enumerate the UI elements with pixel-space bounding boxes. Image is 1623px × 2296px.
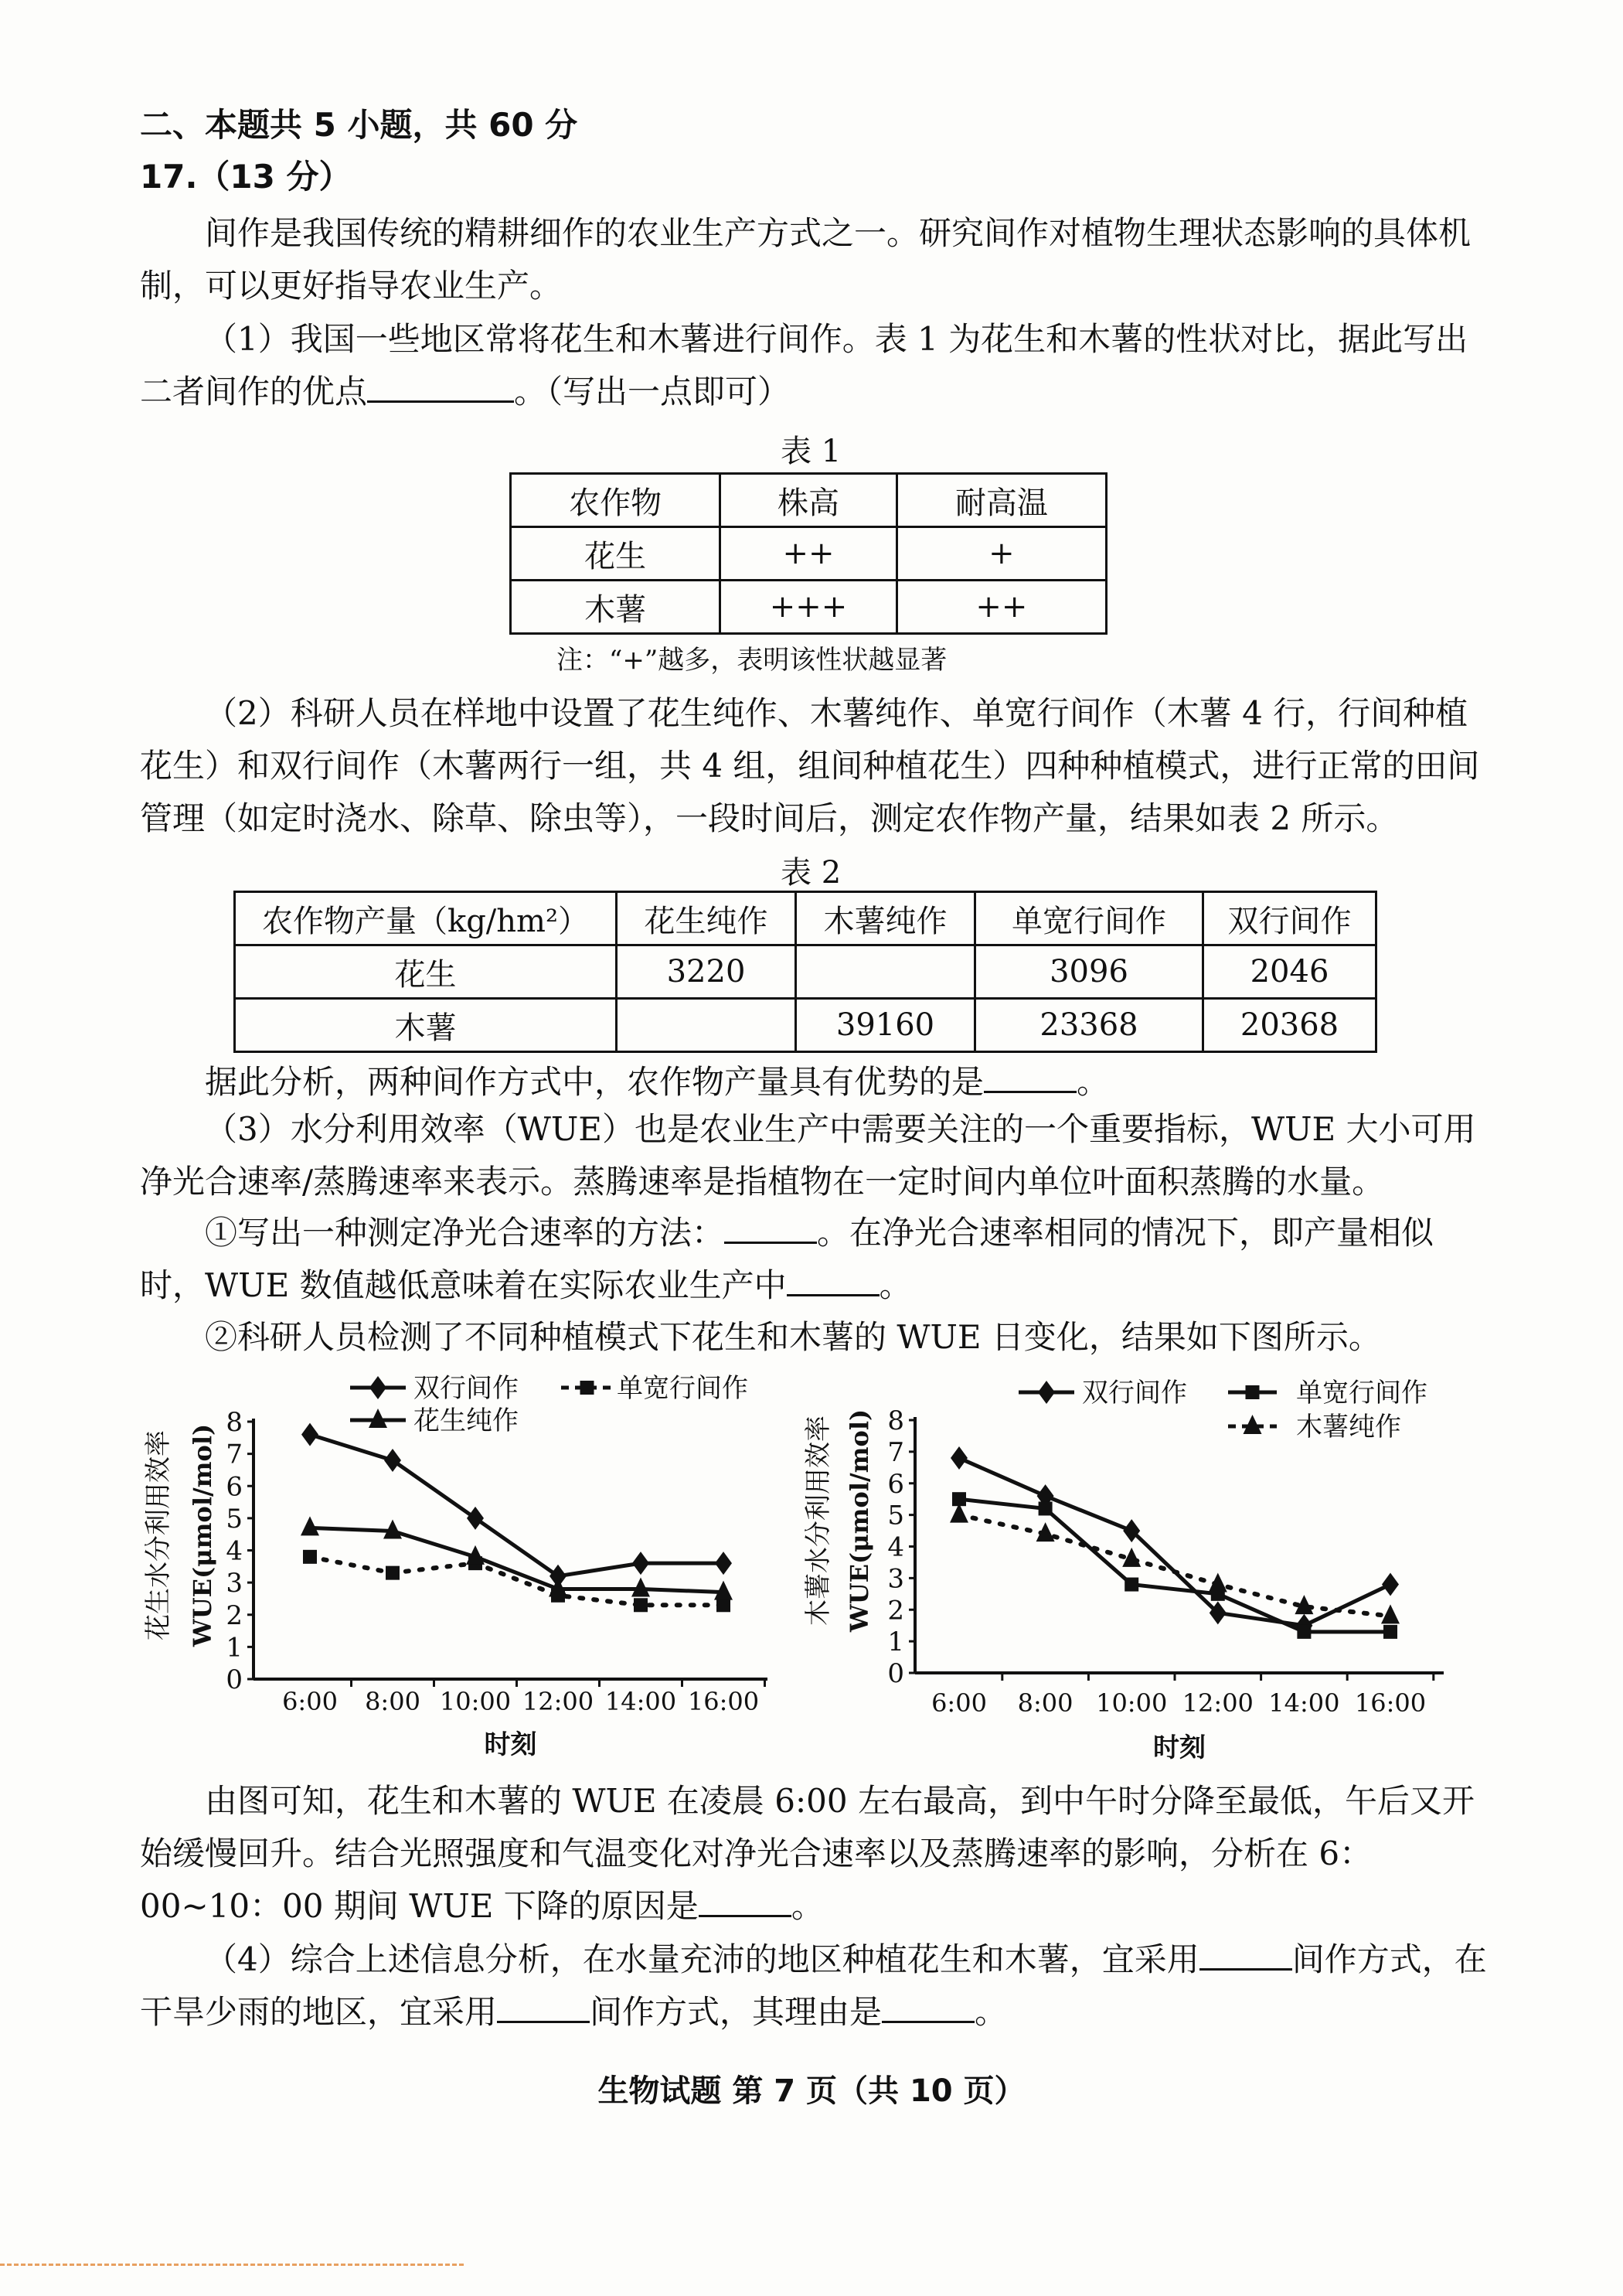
y-tick-label: 1 xyxy=(226,1632,243,1664)
question-3-2: ②科研人员检测了不同种植模式下花生和木薯的 WUE 日变化，结果如下图所示。 xyxy=(205,1318,1381,1356)
q4-text-mid2: 间作方式，其理由是 xyxy=(590,1993,883,2031)
y-tick-label: 8 xyxy=(887,1405,904,1436)
table-row xyxy=(511,581,1107,634)
question-3: （3）水分利用效率（WUE）也是农业生产中需要关注的一个重要指标，WUE 大小可用净光合速率/蒸腾速率来表示。蒸腾速率是指植物在一定时间内单位叶面积蒸腾的水量。 xyxy=(140,1110,1476,1201)
legend-item xyxy=(1228,1378,1427,1409)
table-cell: 23368 xyxy=(975,999,1203,1052)
table-row xyxy=(235,945,1376,999)
answer-blank[interactable] xyxy=(497,1990,590,2023)
question-4 xyxy=(140,1933,1489,2039)
y-tick-label: 0 xyxy=(887,1658,904,1689)
legend-item xyxy=(350,1373,519,1404)
series-line xyxy=(310,1528,723,1592)
q3-1-text-end: 。 xyxy=(879,1266,912,1304)
y-tick-label: 2 xyxy=(226,1599,243,1631)
q3-1-text: ①写出一种测定净光合速率的方法： xyxy=(205,1214,725,1252)
legend-label: 双行间作 xyxy=(1082,1378,1187,1409)
table1-caption: 表 1 xyxy=(781,434,842,469)
q4-text-mid: 间作方式，在干旱少雨的地区，宜采用 xyxy=(140,1940,1487,2031)
table-cell: 39160 xyxy=(796,999,975,1052)
y-tick-label: 3 xyxy=(887,1563,904,1595)
series-diamond xyxy=(301,1423,732,1588)
triangle-marker xyxy=(1209,1573,1227,1593)
y-tick-label: 8 xyxy=(226,1407,243,1438)
x-tick-label: 10:00 xyxy=(1096,1688,1168,1718)
series-line xyxy=(959,1499,1390,1632)
series-line xyxy=(959,1458,1390,1626)
y-tick-label: 5 xyxy=(887,1500,904,1531)
table-cell xyxy=(617,999,796,1052)
series-diamond xyxy=(951,1446,1399,1637)
series-line xyxy=(310,1435,723,1576)
y-tick-label: 4 xyxy=(226,1535,243,1567)
series-square xyxy=(952,1492,1397,1639)
diamond-marker xyxy=(715,1552,732,1575)
question-number: 17.（13 分） xyxy=(140,158,352,196)
table-cell xyxy=(796,945,975,999)
triangle-marker xyxy=(1381,1604,1400,1623)
question-3-1 xyxy=(140,1207,1489,1312)
x-axis-label: 时刻 xyxy=(484,1729,537,1760)
diamond-marker xyxy=(1038,1381,1055,1404)
x-tick-label: 6:00 xyxy=(931,1688,987,1718)
intro-paragraph: 间作是我国传统的精耕细作的农业生产方式之一。研究间作对植物生理状态影响的具体机制，可以更好指导农业生产。 xyxy=(140,214,1472,305)
y-axis-label: 木薯水分利用效率 xyxy=(803,1415,834,1626)
q4-text: （4）综合上述信息分析，在水量充沛的地区种植花生和木薯，宜采用 xyxy=(205,1940,1199,1978)
wue-charts xyxy=(0,1361,1623,1778)
x-tick-label: 8:00 xyxy=(1017,1688,1073,1718)
diamond-marker xyxy=(632,1552,649,1575)
line-chart-2 xyxy=(803,1378,1444,1763)
answer-blank[interactable] xyxy=(367,370,514,403)
decorative-dashed-line xyxy=(0,2264,464,2266)
y-tick-label: 6 xyxy=(887,1468,904,1500)
answer-blank[interactable] xyxy=(724,1211,817,1244)
square-marker xyxy=(1039,1501,1053,1515)
q2b-text: 据此分析，两种间作方式中，农作物产量具有优势的是 xyxy=(205,1063,985,1101)
question-3-3 xyxy=(140,1775,1489,1933)
legend-label: 木薯纯作 xyxy=(1296,1412,1401,1443)
table-row xyxy=(511,527,1107,581)
answer-blank[interactable] xyxy=(1199,1937,1292,1971)
question-2b xyxy=(140,1056,1489,1109)
x-tick-label: 14:00 xyxy=(604,1687,677,1716)
legend-item xyxy=(1228,1412,1401,1443)
y-axis-unit-label: WUE(μmol/mol) xyxy=(188,1423,217,1647)
question-2: （2）科研人员在样地中设置了花生纯作、木薯纯作、单宽行间作（木薯 4 行，行间种植花生）和双行间作（木薯两行一组，共 4 组，组间种植花生）四种种植模式，进行正常的田间管理（如定时浇水、除草、除虫等），一段时间后，测定农作物产量，结果如表 2 所示。 xyxy=(140,694,1480,837)
q1-text-end: 。（写出一点即可） xyxy=(514,373,791,410)
y-tick-label: 6 xyxy=(226,1471,243,1503)
x-tick-label: 14:00 xyxy=(1268,1688,1340,1718)
table-header-row xyxy=(235,892,1376,945)
x-tick-label: 12:00 xyxy=(522,1687,594,1716)
square-marker xyxy=(1383,1625,1397,1639)
x-tick-label: 16:00 xyxy=(1354,1688,1427,1718)
square-marker xyxy=(303,1550,317,1564)
page-footer: 生物试题 第 7 页（共 10 页） xyxy=(597,2073,1026,2109)
square-marker xyxy=(386,1566,400,1580)
table-cell: 木薯 xyxy=(235,999,617,1052)
legend-item xyxy=(1019,1378,1187,1409)
answer-blank[interactable] xyxy=(882,1990,975,2023)
table-cell: 3096 xyxy=(975,945,1203,999)
q3-3-text: 由图可知，花生和木薯的 WUE 在凌晨 6:00 左右最高，到中午时分降至最低，午后又开始缓慢回升。结合光照强度和气温变化对净光合速率以及蒸腾速率的影响，分析在 6：00~10：00 期间 WUE 下降的原因是 xyxy=(140,1782,1475,1925)
table-cell: +++ xyxy=(720,581,897,634)
y-axis-label: 花生水分利用效率 xyxy=(143,1430,174,1640)
table-header-row xyxy=(511,474,1107,527)
y-tick-label: 2 xyxy=(887,1595,904,1627)
square-marker xyxy=(1297,1625,1311,1639)
q2b-text-end: 。 xyxy=(1077,1063,1110,1101)
triangle-marker xyxy=(301,1516,319,1535)
table-cell: 20368 xyxy=(1203,999,1376,1052)
square-marker xyxy=(580,1381,594,1395)
y-tick-label: 3 xyxy=(226,1568,243,1599)
series-line xyxy=(959,1515,1390,1616)
table2-caption: 表 2 xyxy=(781,855,842,891)
diamond-marker xyxy=(301,1423,318,1446)
answer-blank[interactable] xyxy=(787,1263,880,1296)
square-marker xyxy=(1125,1578,1138,1592)
table1-note: 注：“+”越多，表明该性状越显著 xyxy=(556,645,948,676)
line-chart-1 xyxy=(143,1373,767,1760)
table-header-cell: 株高 xyxy=(720,474,897,527)
y-tick-label: 7 xyxy=(887,1436,904,1468)
table-header-cell: 农作物 xyxy=(511,474,720,527)
x-tick-label: 6:00 xyxy=(282,1687,338,1716)
legend-item xyxy=(350,1405,519,1436)
y-tick-label: 0 xyxy=(226,1664,243,1695)
table-header-cell: 双行间作 xyxy=(1203,892,1376,945)
x-tick-label: 10:00 xyxy=(439,1687,512,1716)
diamond-marker xyxy=(369,1376,386,1399)
table-header-cell: 耐高温 xyxy=(897,474,1106,527)
legend-label: 花生纯作 xyxy=(413,1405,519,1436)
square-marker xyxy=(716,1598,730,1612)
q1-text: （1）我国一些地区常将花生和木薯进行间作。表 1 为花生和木薯的性状对比，据此写出二者间作的优点 xyxy=(140,320,1468,410)
table-cell: 木薯 xyxy=(511,581,720,634)
y-tick-label: 5 xyxy=(226,1503,243,1535)
table-cell: + xyxy=(897,527,1106,581)
diamond-marker xyxy=(1382,1573,1399,1596)
table-cell: 2046 xyxy=(1203,945,1376,999)
series-square xyxy=(303,1550,730,1612)
table-cell: ++ xyxy=(720,527,897,581)
legend-label: 双行间作 xyxy=(413,1373,519,1404)
q3-1-text-mid: 。在净光合速率相同的情况下，即产量相似时，WUE 数值越低意味着在实际农业生产中 xyxy=(140,1214,1434,1304)
series-triangle xyxy=(301,1516,733,1599)
legend-item xyxy=(561,1373,748,1404)
diamond-marker xyxy=(384,1449,401,1472)
table-1 xyxy=(509,472,1108,635)
diamond-marker xyxy=(951,1446,968,1470)
table-header-cell: 花生纯作 xyxy=(617,892,796,945)
table-row xyxy=(235,999,1376,1052)
legend-label: 单宽行间作 xyxy=(617,1373,748,1404)
table-cell: 花生 xyxy=(511,527,720,581)
q3-3-text-end: 。 xyxy=(791,1887,824,1925)
diamond-marker xyxy=(467,1507,484,1530)
table-cell: ++ xyxy=(897,581,1106,634)
x-tick-label: 8:00 xyxy=(365,1687,420,1716)
table-header-cell: 木薯纯作 xyxy=(796,892,975,945)
q4-text-end: 。 xyxy=(975,1993,1008,2031)
answer-blank[interactable] xyxy=(984,1060,1077,1093)
y-axis-unit-label: WUE(μmol/mol) xyxy=(845,1409,874,1633)
y-tick-label: 7 xyxy=(226,1439,243,1470)
x-tick-label: 16:00 xyxy=(687,1687,760,1716)
triangle-marker xyxy=(950,1504,968,1523)
legend-label: 单宽行间作 xyxy=(1296,1378,1427,1409)
y-tick-label: 4 xyxy=(887,1531,904,1563)
square-marker xyxy=(1246,1385,1260,1399)
section-title: 二、本题共 5 小题，共 60 分 xyxy=(140,106,578,144)
table-2 xyxy=(233,891,1377,1053)
table-cell: 花生 xyxy=(235,945,617,999)
x-axis-label: 时刻 xyxy=(1153,1732,1206,1763)
y-tick-label: 1 xyxy=(887,1627,904,1658)
table-header-cell: 农作物产量（kg/hm²） xyxy=(235,892,617,945)
square-marker xyxy=(634,1598,648,1612)
table-cell: 3220 xyxy=(617,945,796,999)
x-tick-label: 12:00 xyxy=(1182,1688,1254,1718)
answer-blank[interactable] xyxy=(699,1884,791,1917)
table-header-cell: 单宽行间作 xyxy=(975,892,1203,945)
question-1 xyxy=(140,313,1489,418)
series-triangle xyxy=(950,1504,1400,1624)
